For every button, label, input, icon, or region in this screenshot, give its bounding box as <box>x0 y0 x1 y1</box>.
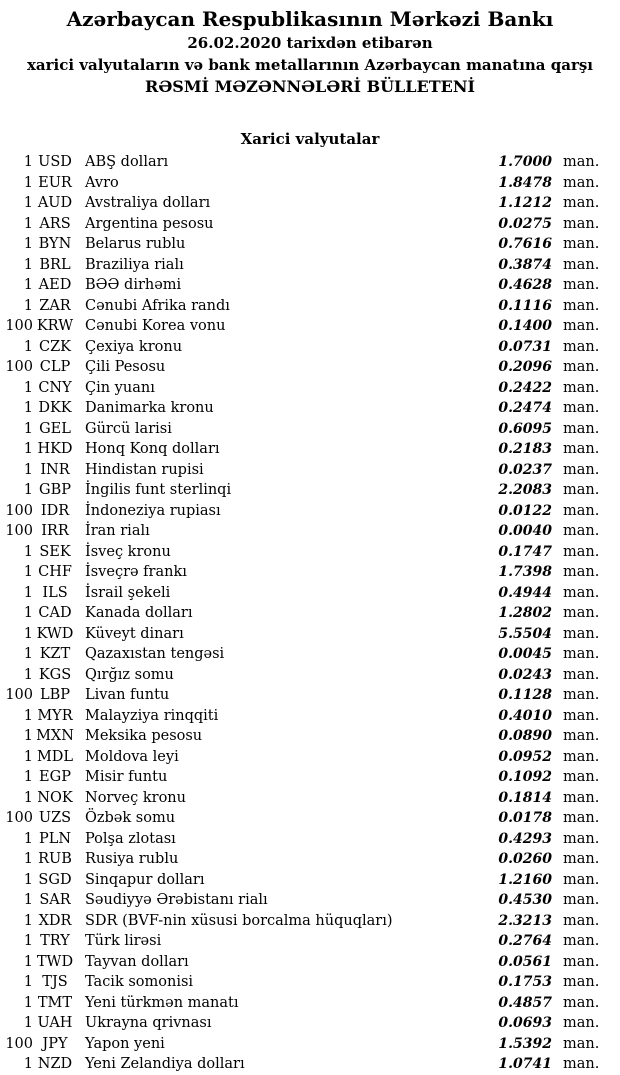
currency-code-cell: DKK <box>38 400 72 416</box>
unit-cell: man. <box>563 625 600 642</box>
rate-cell: 2.2083 <box>498 482 552 498</box>
rate-cell: 0.0693 <box>498 1015 552 1031</box>
quantity-cell: 1 <box>23 912 33 929</box>
quantity-cell: 1 <box>23 851 33 867</box>
table-row <box>0 521 620 542</box>
quantity-cell: 1 <box>23 666 33 683</box>
table-row <box>0 234 620 255</box>
table-row <box>0 501 620 522</box>
unit-cell: man. <box>563 482 600 498</box>
currency-code-cell: CAD <box>38 605 72 621</box>
table-row <box>0 152 620 173</box>
currency-name-cell: İngilis funt sterlinqi <box>85 482 232 498</box>
quantity-cell: 100 <box>5 1035 33 1052</box>
currency-code-cell: BYN <box>38 236 72 252</box>
currency-name-cell: ABŞ dolları <box>85 154 169 170</box>
table-row <box>0 665 620 686</box>
currency-code-cell: LBP <box>39 687 71 703</box>
rates-table <box>0 152 620 1075</box>
currency-code-cell: UAH <box>37 1015 73 1031</box>
rate-cell: 0.3874 <box>498 256 552 273</box>
quantity-cell: 1 <box>23 195 33 211</box>
currency-name-cell: Hindistan rupisi <box>85 461 204 478</box>
table-row <box>0 747 620 768</box>
unit-cell: man. <box>563 174 600 191</box>
quantity-cell: 1 <box>23 338 33 355</box>
unit-cell: man. <box>563 1056 600 1072</box>
quantity-cell: 1 <box>23 953 33 970</box>
quantity-cell: 1 <box>23 236 33 252</box>
currency-code-cell: ARS <box>39 215 71 232</box>
quantity-cell: 100 <box>5 523 33 539</box>
unit-cell: man. <box>563 195 600 211</box>
unit-cell: man. <box>563 154 600 170</box>
quantity-cell: 1 <box>23 933 33 949</box>
quantity-cell: 1 <box>23 400 33 416</box>
quantity-cell: 100 <box>5 687 33 703</box>
table-row <box>0 255 620 276</box>
table-row <box>0 419 620 440</box>
quantity-cell: 1 <box>23 441 33 457</box>
bulletin-header <box>0 7 620 98</box>
currency-name-cell: Qazaxıstan tengəsi <box>85 646 225 662</box>
table-row <box>0 275 620 296</box>
quantity-cell: 1 <box>23 605 33 621</box>
unit-cell: man. <box>563 379 600 396</box>
currency-name-cell: Cənubi Afrika randı <box>85 297 230 314</box>
rate-cell: 0.4944 <box>498 584 552 601</box>
quantity-cell: 1 <box>23 871 33 888</box>
unit-cell: man. <box>563 502 600 519</box>
table-row <box>0 972 620 993</box>
unit-cell: man. <box>563 666 600 683</box>
currency-code-cell: ILS <box>42 584 68 601</box>
currency-code-cell: CLP <box>39 359 71 375</box>
rate-cell: 0.1747 <box>498 543 552 560</box>
table-row <box>0 398 620 419</box>
quantity-cell: 100 <box>5 810 33 826</box>
currency-code-cell: XDR <box>38 912 72 929</box>
unit-cell: man. <box>563 1035 600 1052</box>
rate-cell: 0.0890 <box>498 728 552 744</box>
currency-name-cell: Küveyt dinarı <box>85 625 184 642</box>
table-row <box>0 931 620 952</box>
currency-code-cell: NZD <box>37 1056 73 1072</box>
currency-code-cell: KGS <box>38 666 72 683</box>
bank-title: Azərbaycan Respublikasının Mərkəzi Bankı <box>66 7 554 31</box>
currency-name-cell: Avro <box>85 174 119 191</box>
quantity-cell: 1 <box>23 256 33 273</box>
currency-code-cell: MYR <box>37 707 73 724</box>
currency-code-cell: CHF <box>38 564 72 580</box>
rate-cell: 1.2160 <box>498 871 552 888</box>
currency-name-cell: İsveçrə frankı <box>85 564 187 580</box>
table-row <box>0 849 620 870</box>
rate-cell: 0.4293 <box>498 830 552 847</box>
rate-cell: 1.7000 <box>498 154 552 170</box>
unit-cell: man. <box>563 359 600 375</box>
table-row <box>0 296 620 317</box>
currency-name-cell: Səudiyyə Ərəbistanı rialı <box>85 892 268 908</box>
currency-code-cell: ZAR <box>39 297 71 314</box>
quantity-cell: 100 <box>5 359 33 375</box>
currency-name-cell: Kanada dolları <box>85 605 193 621</box>
rate-cell: 2.3213 <box>498 912 552 929</box>
currency-code-cell: INR <box>40 461 70 478</box>
currency-name-cell: Danimarka kronu <box>85 400 214 416</box>
quantity-cell: 1 <box>23 892 33 908</box>
quantity-cell: 1 <box>23 482 33 498</box>
table-row <box>0 685 620 706</box>
rate-cell: 0.0260 <box>498 851 552 867</box>
currency-code-cell: CZK <box>38 338 71 355</box>
currency-name-cell: Qırğız somu <box>85 666 174 683</box>
currency-name-cell: Avstraliya dolları <box>85 195 211 211</box>
currency-code-cell: PLN <box>38 830 72 847</box>
currency-name-cell: Rusiya rublu <box>85 851 179 867</box>
currency-name-cell: Çexiya kronu <box>85 338 183 355</box>
table-row <box>0 911 620 932</box>
unit-cell: man. <box>563 297 600 314</box>
currency-name-cell: Çili Pesosu <box>85 359 166 375</box>
unit-cell: man. <box>563 215 600 232</box>
table-row <box>0 952 620 973</box>
table-row <box>0 767 620 788</box>
currency-code-cell: GEL <box>39 420 71 437</box>
currency-code-cell: CNY <box>38 379 72 396</box>
unit-cell: man. <box>563 871 600 888</box>
unit-cell: man. <box>563 748 600 765</box>
unit-cell: man. <box>563 523 600 539</box>
rate-cell: 0.0561 <box>498 953 552 970</box>
currency-name-cell: BƏƏ dirhəmi <box>85 277 182 293</box>
currency-name-cell: Çin yuanı <box>85 379 155 396</box>
unit-cell: man. <box>563 564 600 580</box>
unit-cell: man. <box>563 687 600 703</box>
quantity-cell: 1 <box>23 769 33 785</box>
quantity-cell: 1 <box>23 420 33 437</box>
quantity-cell: 100 <box>5 502 33 519</box>
quantity-cell: 1 <box>23 1015 33 1031</box>
table-row <box>0 870 620 891</box>
table-row <box>0 1054 620 1075</box>
rate-cell: 1.2802 <box>498 605 552 621</box>
quantity-cell: 1 <box>23 728 33 744</box>
currency-name-cell: Misir funtu <box>85 769 168 785</box>
rate-cell: 1.0741 <box>498 1056 552 1072</box>
rate-cell: 0.1400 <box>498 318 552 334</box>
unit-cell: man. <box>563 543 600 560</box>
rate-cell: 0.0243 <box>498 666 552 683</box>
table-row <box>0 173 620 194</box>
rate-cell: 0.1092 <box>498 769 552 785</box>
currency-name-cell: Malayziya rinqqiti <box>85 707 219 724</box>
unit-cell: man. <box>563 441 600 457</box>
currency-name-cell: İndoneziya rupiası <box>85 502 221 519</box>
quantity-cell: 1 <box>23 277 33 293</box>
quantity-cell: 1 <box>23 994 33 1011</box>
unit-cell: man. <box>563 605 600 621</box>
table-row <box>0 542 620 563</box>
currency-code-cell: EUR <box>38 174 72 191</box>
quantity-cell: 1 <box>23 379 33 396</box>
quantity-cell: 100 <box>5 318 33 334</box>
rate-cell: 0.0952 <box>498 748 552 765</box>
currency-name-cell: Sinqapur dolları <box>85 871 205 888</box>
currency-name-cell: Polşa zlotası <box>85 830 176 847</box>
table-row <box>0 193 620 214</box>
table-row <box>0 337 620 358</box>
currency-name-cell: Norveç kronu <box>85 789 186 806</box>
currency-code-cell: HKD <box>37 441 73 457</box>
unit-cell: man. <box>563 646 600 662</box>
currency-code-cell: USD <box>38 154 72 170</box>
quantity-cell: 1 <box>23 215 33 232</box>
unit-cell: man. <box>563 789 600 806</box>
unit-cell: man. <box>563 933 600 949</box>
currency-code-cell: GBP <box>39 482 71 498</box>
unit-cell: man. <box>563 318 600 334</box>
currency-name-cell: İran rialı <box>85 523 150 539</box>
currency-name-cell: SDR (BVF-nin xüsusi borcalma hüquqları) <box>85 912 393 929</box>
table-row <box>0 316 620 337</box>
currency-code-cell: TRY <box>40 933 70 949</box>
rate-cell: 0.2183 <box>498 441 552 457</box>
rate-cell: 0.1753 <box>498 974 552 990</box>
currency-code-cell: IRR <box>41 523 69 539</box>
currency-code-cell: EGP <box>39 769 71 785</box>
currency-code-cell: SGD <box>38 871 72 888</box>
table-row <box>0 460 620 481</box>
currency-name-cell: Braziliya rialı <box>85 256 184 273</box>
unit-cell: man. <box>563 277 600 293</box>
quantity-cell: 1 <box>23 789 33 806</box>
table-row <box>0 378 620 399</box>
unit-cell: man. <box>563 400 600 416</box>
section-title-foreign-currencies: Xarici valyutalar <box>240 130 380 148</box>
currency-code-cell: RUB <box>38 851 72 867</box>
rate-cell: 0.0040 <box>498 523 552 539</box>
bulletin-title: RƏSMİ MƏZƏNNƏLƏRİ BÜLLETENİ <box>145 77 475 96</box>
unit-cell: man. <box>563 728 600 744</box>
currency-name-cell: Yeni türkmən manatı <box>85 994 239 1011</box>
quantity-cell: 1 <box>23 297 33 314</box>
currency-name-cell: Özbək somu <box>85 810 176 826</box>
table-row <box>0 357 620 378</box>
unit-cell: man. <box>563 769 600 785</box>
currency-name-cell: İsrail şekeli <box>85 584 171 601</box>
rate-cell: 0.4530 <box>498 892 552 908</box>
table-row <box>0 808 620 829</box>
currency-name-cell: Ukrayna qrivnası <box>85 1015 212 1031</box>
rate-cell: 5.5504 <box>498 625 552 642</box>
rate-cell: 0.2474 <box>498 400 552 416</box>
table-row <box>0 583 620 604</box>
unit-cell: man. <box>563 1015 600 1031</box>
quantity-cell: 1 <box>23 974 33 990</box>
quantity-cell: 1 <box>23 625 33 642</box>
currency-name-cell: Gürcü larisi <box>85 420 172 437</box>
rate-cell: 0.0122 <box>498 502 552 519</box>
currency-name-cell: Türk lirəsi <box>85 933 162 949</box>
unit-cell: man. <box>563 953 600 970</box>
unit-cell: man. <box>563 810 600 826</box>
rate-cell: 0.7616 <box>498 236 552 252</box>
unit-cell: man. <box>563 420 600 437</box>
rate-cell: 0.4010 <box>498 707 552 724</box>
rate-cell: 0.1814 <box>498 789 552 806</box>
currency-code-cell: KZT <box>39 646 71 662</box>
rate-cell: 0.4628 <box>498 277 552 293</box>
unit-cell: man. <box>563 994 600 1011</box>
table-row <box>0 214 620 235</box>
unit-cell: man. <box>563 912 600 929</box>
table-row <box>0 624 620 645</box>
table-row <box>0 1034 620 1055</box>
currency-code-cell: TMT <box>37 994 73 1011</box>
table-row <box>0 829 620 850</box>
quantity-cell: 1 <box>23 830 33 847</box>
rate-cell: 1.7398 <box>498 564 552 580</box>
currency-name-cell: İsveç kronu <box>85 543 171 560</box>
table-row <box>0 562 620 583</box>
table-row <box>0 993 620 1014</box>
effective-date-line: 26.02.2020 tarixdən etibarən <box>187 34 433 52</box>
quantity-cell: 1 <box>23 748 33 765</box>
currency-code-cell: JPY <box>42 1035 68 1052</box>
table-row <box>0 1013 620 1034</box>
rate-cell: 0.0045 <box>498 646 552 662</box>
unit-cell: man. <box>563 830 600 847</box>
currency-code-cell: BRL <box>39 256 71 273</box>
rate-cell: 1.1212 <box>498 195 552 211</box>
rate-cell: 0.0178 <box>498 810 552 826</box>
rate-cell: 0.2096 <box>498 359 552 375</box>
table-row <box>0 890 620 911</box>
currency-name-cell: Moldova leyi <box>85 748 179 765</box>
table-row <box>0 706 620 727</box>
unit-cell: man. <box>563 707 600 724</box>
currency-code-cell: AUD <box>37 195 73 211</box>
rate-cell: 0.6095 <box>498 420 552 437</box>
rate-cell: 1.5392 <box>498 1035 552 1052</box>
table-row <box>0 480 620 501</box>
rate-cell: 0.1128 <box>498 687 552 703</box>
currency-name-cell: Tacik somonisi <box>85 974 194 990</box>
currency-name-cell: Livan funtu <box>85 687 170 703</box>
currency-code-cell: MXN <box>36 728 74 744</box>
currency-name-cell: Yapon yeni <box>85 1035 165 1052</box>
quantity-cell: 1 <box>23 174 33 191</box>
currency-name-cell: Argentina pesosu <box>85 215 214 232</box>
rate-cell: 1.8478 <box>498 174 552 191</box>
currency-code-cell: TJS <box>42 974 68 990</box>
quantity-cell: 1 <box>23 461 33 478</box>
quantity-cell: 1 <box>23 584 33 601</box>
unit-cell: man. <box>563 461 600 478</box>
table-row <box>0 644 620 665</box>
currency-code-cell: NOK <box>37 789 73 806</box>
table-row <box>0 788 620 809</box>
rate-cell: 0.2422 <box>498 379 552 396</box>
rate-cell: 0.0731 <box>498 338 552 355</box>
quantity-cell: 1 <box>23 564 33 580</box>
currency-code-cell: UZS <box>38 810 72 826</box>
quantity-cell: 1 <box>23 707 33 724</box>
currency-name-cell: Meksika pesosu <box>85 728 203 744</box>
currency-code-cell: MDL <box>36 748 74 765</box>
currency-code-cell: SEK <box>39 543 71 560</box>
currency-code-cell: TWD <box>36 953 74 970</box>
currency-name-cell: Belarus rublu <box>85 236 186 252</box>
unit-cell: man. <box>563 584 600 601</box>
currency-code-cell: AED <box>38 277 72 293</box>
quantity-cell: 1 <box>23 1056 33 1072</box>
rate-cell: 0.2764 <box>498 933 552 949</box>
currency-code-cell: IDR <box>40 502 70 519</box>
currency-name-cell: Tayvan dolları <box>85 953 189 970</box>
currency-name-cell: Yeni Zelandiya dolları <box>85 1056 245 1072</box>
currency-name-cell: Cənubi Korea vonu <box>85 318 226 334</box>
quantity-cell: 1 <box>23 154 33 170</box>
currency-code-cell: KWD <box>36 625 74 642</box>
unit-cell: man. <box>563 851 600 867</box>
quantity-cell: 1 <box>23 646 33 662</box>
unit-cell: man. <box>563 892 600 908</box>
rate-cell: 0.1116 <box>498 297 552 314</box>
rate-cell: 0.4857 <box>498 994 552 1011</box>
table-row <box>0 603 620 624</box>
table-row <box>0 726 620 747</box>
unit-cell: man. <box>563 236 600 252</box>
rate-cell: 0.0275 <box>498 215 552 232</box>
currency-code-cell: KRW <box>36 318 74 334</box>
rate-cell: 0.0237 <box>498 461 552 478</box>
quantity-cell: 1 <box>23 543 33 560</box>
unit-cell: man. <box>563 338 600 355</box>
currency-name-cell: Honq Konq dolları <box>85 441 220 457</box>
unit-cell: man. <box>563 256 600 273</box>
subject-line: xarici valyutaların və bank metallarının Azərbaycan manatına qarşı <box>26 56 594 74</box>
table-row <box>0 439 620 460</box>
currency-code-cell: SAR <box>39 892 71 908</box>
unit-cell: man. <box>563 974 600 990</box>
